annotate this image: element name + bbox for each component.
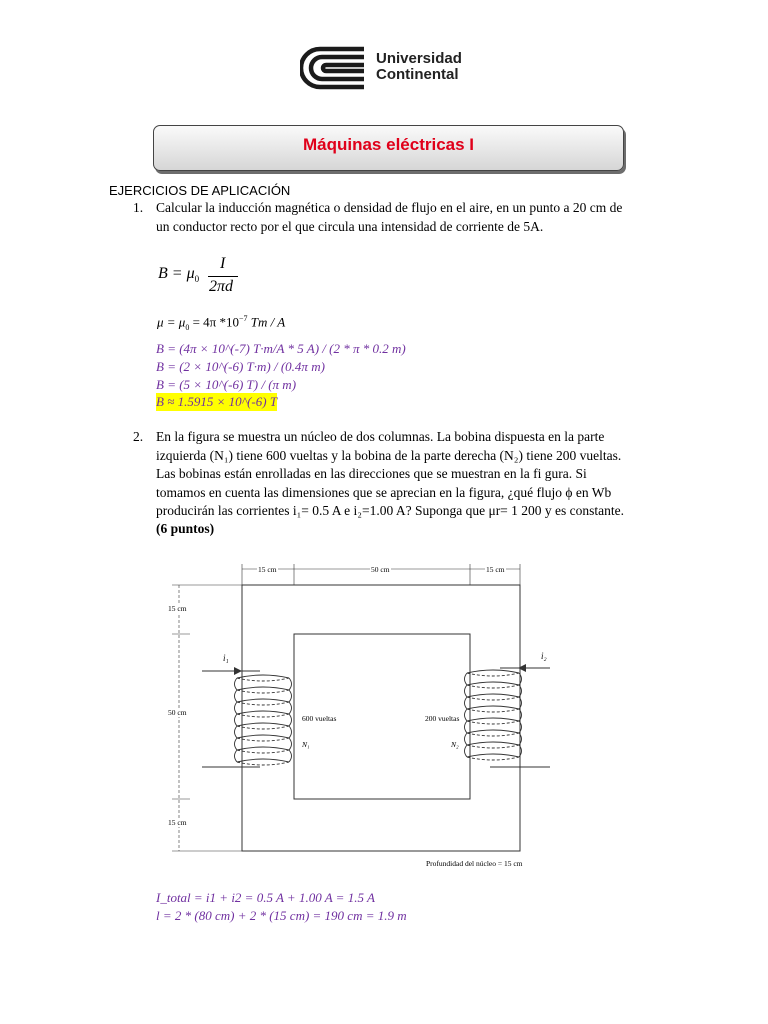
page-title: Máquinas eléctricas I bbox=[302, 135, 475, 154]
university-logo bbox=[300, 46, 480, 90]
answer-line-2: l = 2 * (80 cm) + 2 * (15 cm) = 190 cm = 1.9 m bbox=[156, 908, 407, 923]
coil-left-turns: 600 vueltas bbox=[302, 714, 337, 723]
right-coil bbox=[465, 670, 522, 760]
exercise-2-line-1: En la figura se muestra un núcleo de dos columnas. La bobina dispuesta en la parte bbox=[156, 429, 605, 444]
dim-left-bot: 15 cm bbox=[168, 818, 187, 827]
exercise-2-points: (6 puntos) bbox=[156, 521, 215, 536]
dim-left-top: 15 cm bbox=[168, 604, 187, 613]
exercise-2-line-3: Las bobinas están enrolladas en las direcciones que se muestran en la fi gura. Si bbox=[156, 466, 587, 481]
calc-line-1: B = (4π × 10^(-7) T·m/A * 5 A) / (2 * π * 0.2 m) bbox=[156, 341, 406, 356]
core-outer bbox=[242, 585, 520, 851]
left-coil bbox=[235, 675, 292, 765]
logo-mark-icon bbox=[300, 46, 366, 90]
answer-line-1: I_total = i1 + i2 = 0.5 A + 1.00 A = 1.5 A bbox=[156, 890, 375, 905]
result-highlight: B ≈ 1.5915 × 10^(-6) T bbox=[156, 394, 278, 409]
mu-mid: = 4π *10 bbox=[189, 314, 239, 330]
title-box bbox=[153, 125, 624, 171]
formula-denominator: 2πd bbox=[209, 278, 234, 295]
mu-definition bbox=[157, 314, 285, 332]
core-diagram bbox=[150, 555, 550, 875]
exercise-1-text-line1: Calcular la inducción magnética o densidad de flujo en el aire, en un punto a 20 cm de bbox=[156, 200, 623, 215]
fraction-line bbox=[208, 276, 238, 277]
coil-right-turns: 200 vueltas bbox=[425, 714, 460, 723]
formula-lhs: B = μ bbox=[158, 265, 195, 282]
coil-left-label: N₁ bbox=[302, 740, 310, 749]
formula-numerator: I bbox=[220, 255, 226, 272]
mu-exp: −7 bbox=[238, 314, 248, 323]
mu-lhs: μ = μ bbox=[157, 314, 186, 330]
exercise-1-text-line2: un conductor recto por el que circula una intensidad de corriente de 5A. bbox=[156, 219, 544, 234]
depth-note: Profundidad del núcleo = 15 cm bbox=[426, 859, 523, 868]
exercise-2-line-4: tomamos en cuenta las dimensiones que se aprecian en la figura, ¿qué flujo ϕ en Wb bbox=[156, 484, 612, 500]
university-name-line2: Continental bbox=[376, 66, 459, 83]
exercise-2-line-2: izquierda (N₁) tiene 600 vueltas y la bobina de la parte derecha (N₂) tiene 200 vueltas. bbox=[156, 447, 622, 463]
formula-b bbox=[158, 256, 258, 296]
exercise-2-line-5: producirán las corrientes i₁= 0.5 A e i₂=1.00 A? Suponga que μr= 1 200 y es constante. bbox=[156, 503, 625, 518]
section-heading: EJERCICIOS DE APLICACIÓN bbox=[109, 183, 291, 198]
dim-top-right: 15 cm bbox=[486, 565, 505, 574]
calc-line-2: B = (2 × 10^(-6) T·m) / (0.4π m) bbox=[156, 359, 325, 374]
current-right-label: i₂ bbox=[541, 651, 547, 661]
core-figure bbox=[150, 555, 550, 875]
exercise-2-number: 2. bbox=[133, 429, 144, 444]
university-name-line1: Universidad bbox=[376, 50, 462, 67]
coil-right-label: N₂ bbox=[451, 740, 459, 749]
mu-unit: Tm / A bbox=[247, 314, 286, 330]
calc-line-3: B = (5 × 10^(-6) T) / (π m) bbox=[156, 377, 297, 392]
formula-sub: 0 bbox=[194, 274, 200, 285]
dim-left-mid: 50 cm bbox=[168, 708, 187, 717]
dim-top-left: 15 cm bbox=[258, 565, 277, 574]
dim-top-mid: 50 cm bbox=[371, 565, 390, 574]
exercise-1-number: 1. bbox=[133, 200, 144, 215]
mu-sub: 0 bbox=[185, 322, 190, 332]
current-left-label: i₁ bbox=[223, 653, 229, 663]
